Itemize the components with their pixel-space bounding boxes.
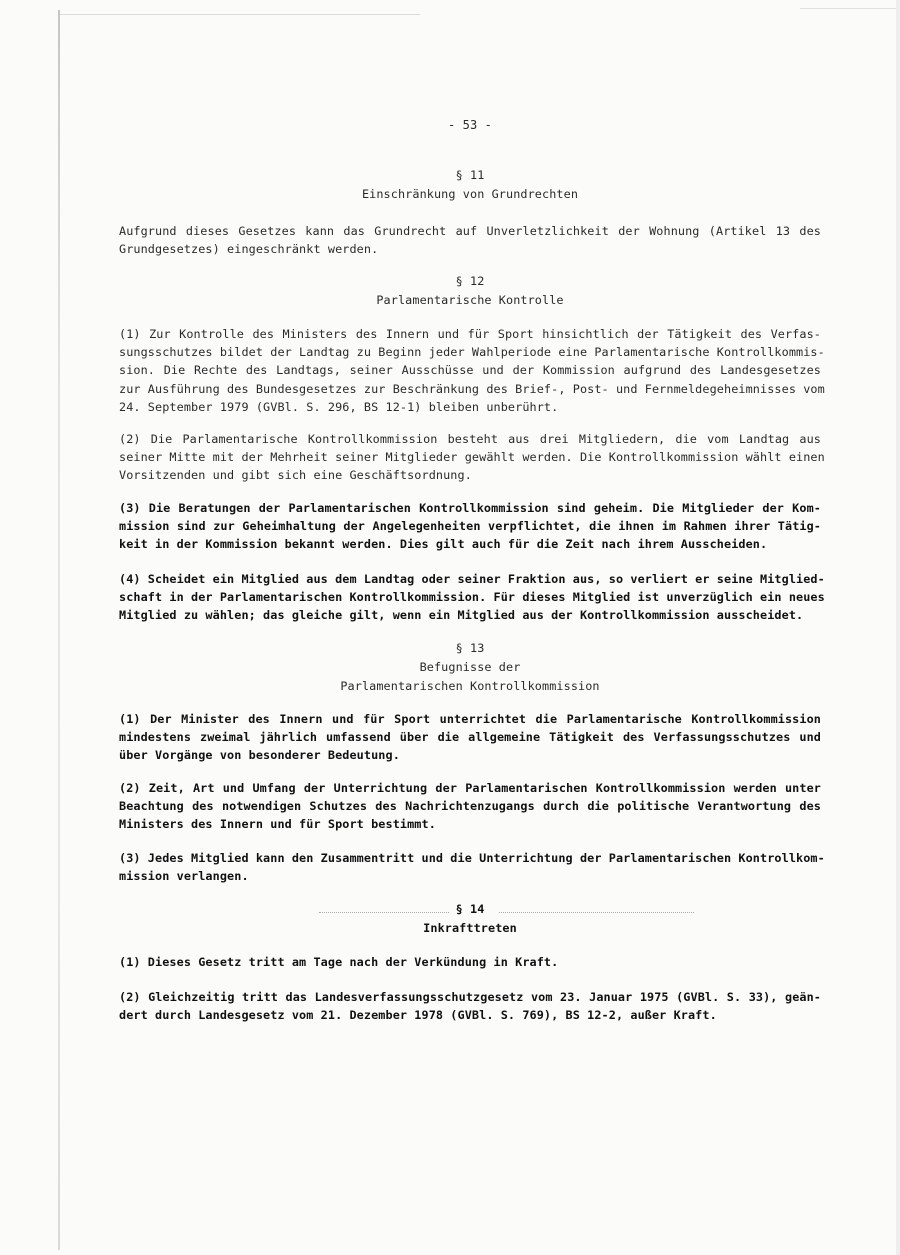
scan-artifact-top-line	[60, 14, 420, 15]
text-line: Mitglied zu wählen; das gleiche gilt, wenn ein Mitglied aus der Kontrollkommission ausscheidet.	[119, 608, 804, 623]
text-line: (3) Die Beratungen der Parlamentarischen Kontrollkommission sind geheim. Die Mitglieder der Kom-	[119, 501, 821, 515]
scan-artifact-top-right-line	[800, 8, 900, 9]
section-symbol: § 13	[455, 641, 485, 655]
text-line: keit in der Kommission bekannt werden. Dies gilt auch für die Zeit nach ihrem Ausscheiden.	[119, 537, 768, 552]
text-line: über Vorgänge von besonderer Bedeutung.	[119, 748, 400, 763]
text-line: Aufgrund dieses Gesetzes kann das Grundrecht auf Unverletzlichkeit der Wohnung (Artikel 13 des	[119, 224, 821, 238]
text-line: mindestens zweimal jährlich umfassend über die allgemeine Tätigkeit des Verfassungsschutzes und	[119, 730, 821, 745]
text-line: Vorsitzenden und gibt sich eine Geschäftsordnung.	[119, 468, 472, 483]
page-number: - 53 -	[448, 118, 492, 132]
text-line: dert durch Landesgesetz vom 21. Dezember 1978 (GVBl. S. 769), BS 12-2, außer Kraft.	[119, 1008, 717, 1023]
scan-artifact-right-edge	[896, 0, 900, 1255]
section-symbol: § 12	[455, 274, 485, 288]
section-title: Parlamentarischen Kontrollkommission	[340, 679, 600, 693]
section-14-heading	[119, 900, 821, 938]
section-12-paragraph-1	[119, 325, 825, 416]
text-line: Grundgesetzes) eingeschränkt werden.	[119, 242, 379, 257]
section-12-paragraph-2	[119, 430, 825, 485]
text-line: sion. Die Rechte des Landtags, seiner Ausschüsse und der Kommission aufgrund des Landesgesetzes	[119, 363, 821, 378]
section-title: Parlamentarische Kontrolle	[376, 293, 564, 307]
section-title: Befugnisse der	[419, 660, 521, 674]
section-14-paragraph-1	[119, 953, 821, 971]
text-line: (2) Zeit, Art und Umfang der Unterrichtung der Parlamentarischen Kontrollkommission werden unter	[119, 781, 821, 795]
section-symbol: § 14	[455, 902, 485, 916]
scan-artifact-left-edge	[58, 10, 60, 1250]
section-13-paragraph-3	[119, 849, 825, 885]
text-line: schaft in der Parlamentarischen Kontrollkommission. Für dieses Mitglied ist unverzüglich ein neues	[119, 590, 825, 605]
section-13-paragraph-2	[119, 779, 821, 834]
text-line: (4) Scheidet ein Mitglied aus dem Landtag oder seiner Fraktion aus, so verliert er seine Mitglied-	[119, 572, 825, 586]
section-11-paragraph-1	[119, 222, 821, 258]
text-line: (3) Jedes Mitglied kann den Zusammentritt und die Unterrichtung der Parlamentarischen Kontrollkom-	[119, 851, 825, 865]
text-line: Beachtung des notwendigen Schutzes des Nachrichtenzugangs durch die politische Verantwortung des	[119, 799, 821, 814]
section-12-paragraph-4	[119, 570, 825, 625]
text-line: mission verlangen.	[119, 869, 249, 884]
text-line: (1) Der Minister des Innern und für Sport unterrichtet die Parlamentarische Kontrollkommission	[119, 712, 821, 726]
text-line: (1) Zur Kontrolle des Ministers des Innern und für Sport hinsichtlich der Tätigkeit des Verfas-	[119, 327, 821, 341]
section-11-heading	[119, 166, 821, 204]
text-line: (1) Dieses Gesetz tritt am Tage nach der Verkündung in Kraft.	[119, 955, 559, 969]
text-line: seiner Mitte mit der Mehrheit seiner Mitglieder gewählt werden. Die Kontrollkommission wählt einen	[119, 450, 825, 465]
text-line: (2) Gleichzeitig tritt das Landesverfassungsschutzgesetz vom 23. Januar 1975 (GVBl. S. 33), geän-	[119, 990, 821, 1004]
section-12-heading	[119, 272, 821, 310]
text-line: 24. September 1979 (GVBl. S. 296, BS 12-1) bleiben unberührt.	[119, 399, 559, 414]
text-line: (2) Die Parlamentarische Kontrollkommission besteht aus drei Mitgliedern, die vom Landtag aus	[119, 432, 821, 446]
section-14-paragraph-2	[119, 988, 821, 1024]
text-line: Ministers des Innern und für Sport bestimmt.	[119, 817, 436, 832]
text-line: mission sind zur Geheimhaltung der Angelegenheiten verpflichtet, die ihnen im Rahmen ihrer Tätig-	[119, 519, 821, 534]
text-line: sungsschutzes bildet der Landtag zu Beginn jeder Wahlperiode eine Parlamentarische Kontrollkommis-	[119, 345, 825, 360]
section-symbol: § 11	[455, 168, 485, 182]
section-13-paragraph-1	[119, 710, 821, 765]
text-line: zur Ausführung des Bundesgesetzes zur Beschränkung des Brief-, Post- und Fernmeldegeheimnisses vom	[119, 381, 825, 396]
section-title: Einschränkung von Grundrechten	[361, 187, 579, 201]
section-12-paragraph-3	[119, 499, 821, 554]
section-13-heading	[119, 639, 821, 696]
section-title: Inkrafttreten	[423, 921, 517, 935]
